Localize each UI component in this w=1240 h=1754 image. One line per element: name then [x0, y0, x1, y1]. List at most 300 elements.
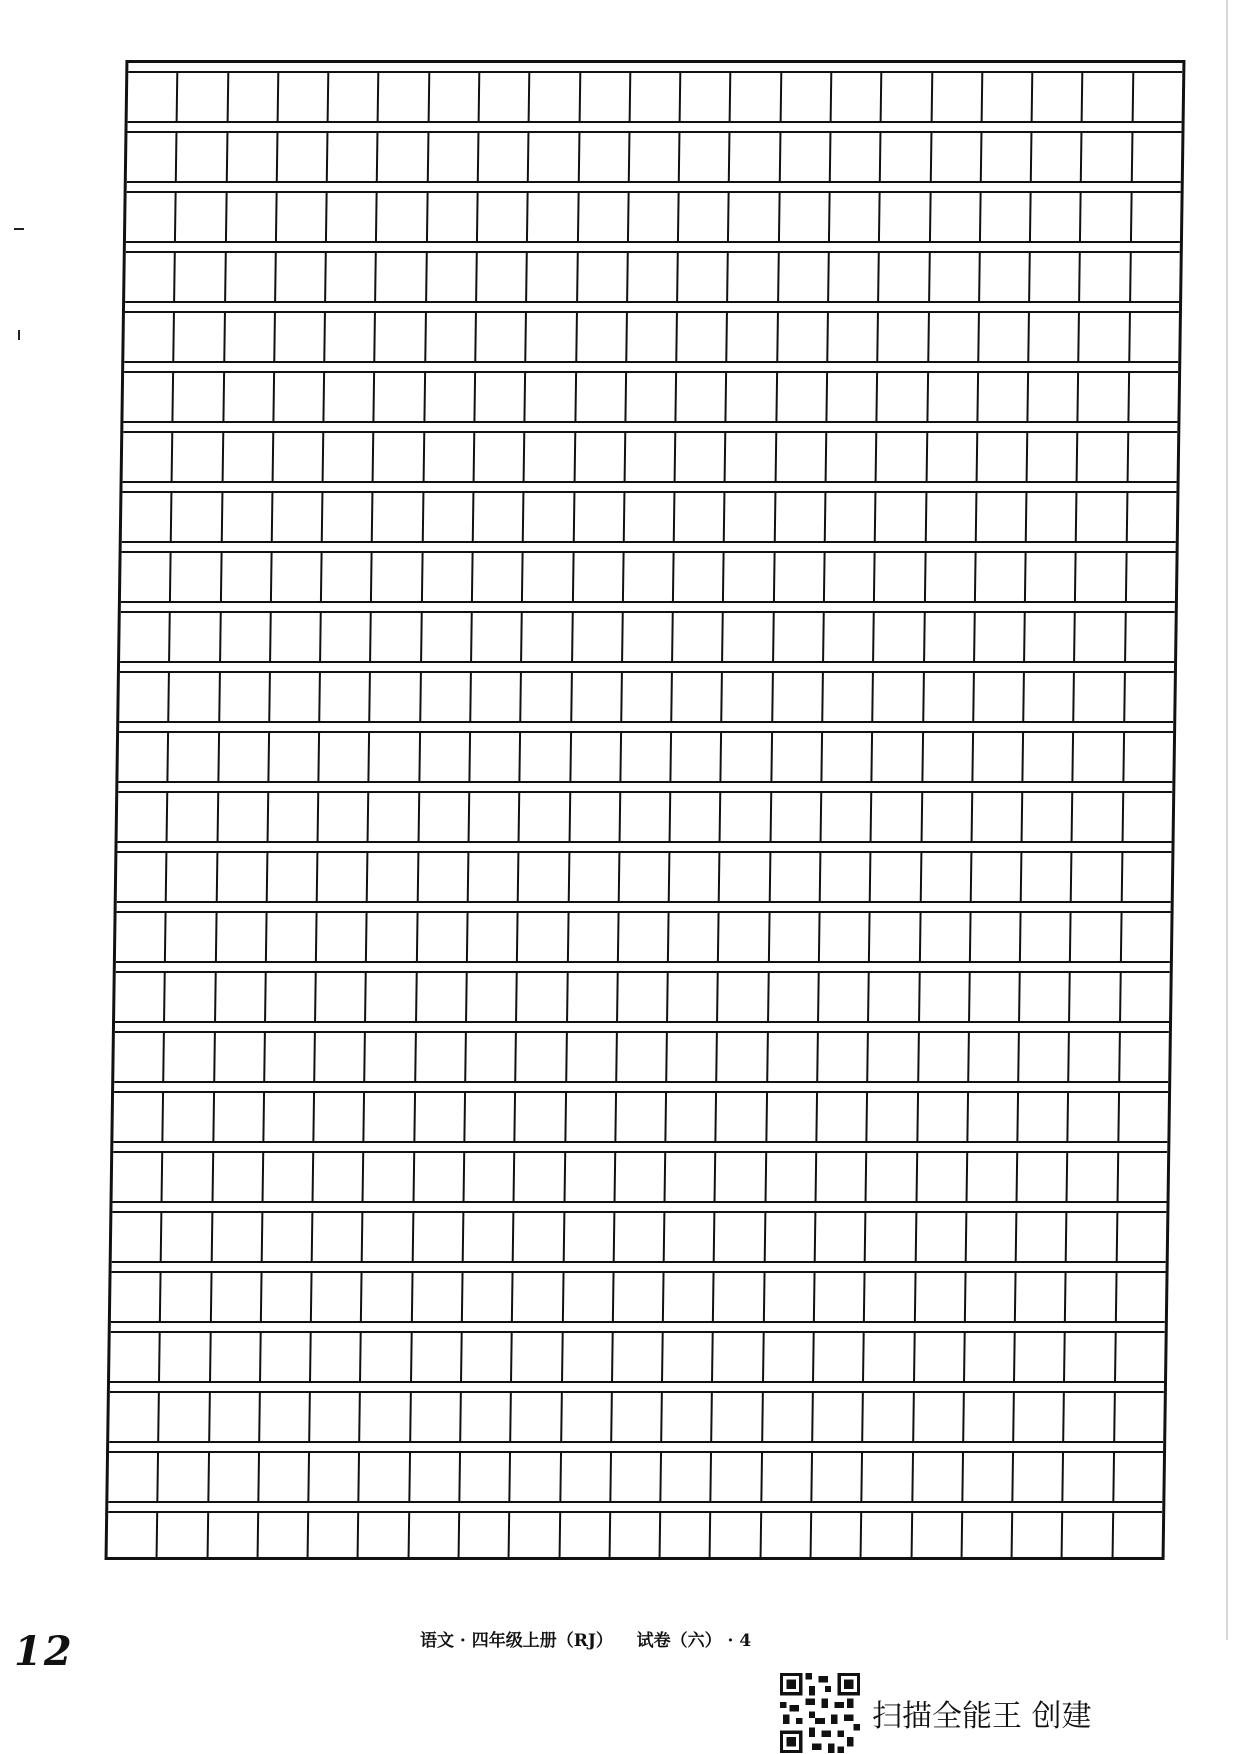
grid-cell [620, 793, 671, 841]
grid-cell [262, 1273, 313, 1321]
grid-cell [270, 673, 321, 721]
grid-cell [930, 193, 981, 241]
grid-cell [873, 733, 924, 781]
grid-row [118, 723, 1173, 783]
grid-cell [665, 1213, 716, 1261]
grid-cell [761, 1513, 812, 1560]
grid-cell [867, 1153, 918, 1201]
grid-cells [125, 253, 1180, 301]
grid-cell [323, 493, 374, 541]
grid-cell [970, 973, 1021, 1021]
grid-cell [731, 73, 782, 121]
grid-cell [1064, 1453, 1115, 1501]
grid-cell [929, 313, 980, 361]
grid-cell [470, 733, 521, 781]
grid-cell [328, 133, 379, 181]
grid-cell [1127, 553, 1176, 601]
grid-cell [219, 733, 270, 781]
grid-cell [1018, 1093, 1069, 1141]
grid-cell [1079, 373, 1130, 421]
grid-cell [510, 1513, 561, 1560]
grid-cell [525, 433, 576, 481]
grid-cells [118, 793, 1173, 841]
grid-cell [667, 1033, 718, 1081]
grid-cell [721, 793, 772, 841]
grid-cell [425, 373, 476, 421]
grid-cell [773, 673, 824, 721]
grid-cell [779, 253, 830, 301]
grid-cell [1025, 613, 1076, 661]
grid-cells [114, 1033, 1169, 1081]
grid-cell [880, 193, 931, 241]
grid-cell [1076, 553, 1127, 601]
grid-cell [564, 1213, 615, 1261]
grid-cell [1113, 1513, 1162, 1560]
grid-cell [320, 673, 371, 721]
qr-code-icon [780, 1673, 860, 1753]
grid-cell [725, 493, 776, 541]
grid-cell [417, 973, 468, 1021]
grid-cell [813, 1393, 864, 1441]
grid-cell [1032, 133, 1083, 181]
grid-cell [578, 193, 629, 241]
grid-cell [161, 1273, 212, 1321]
grid-cell [917, 1153, 968, 1201]
grid-cell [109, 1393, 160, 1441]
grid-cell [375, 373, 426, 421]
grid-cell [113, 1093, 164, 1141]
grid-cell [272, 553, 323, 601]
row-spacing-band [123, 423, 1177, 433]
grid-cell [107, 1513, 158, 1560]
grid-cell [1118, 1153, 1167, 1201]
grid-cell [168, 793, 219, 841]
grid-cell [713, 1393, 764, 1441]
grid-cell [1132, 133, 1181, 181]
grid-cell [366, 1033, 417, 1081]
grid-cell [615, 1213, 666, 1261]
grid-cell [465, 1153, 516, 1201]
grid-cell [823, 673, 874, 721]
grid-cells [116, 913, 1171, 961]
grid-cell [681, 73, 732, 121]
grid-cell [925, 553, 976, 601]
grid-cell [776, 433, 827, 481]
grid-cell [319, 793, 370, 841]
grid-cell [822, 793, 873, 841]
grid-cell [1023, 733, 1074, 781]
grid-cell [369, 793, 420, 841]
grid-cell [526, 373, 577, 421]
grid-cell [470, 793, 521, 841]
grid-cell [461, 1393, 512, 1441]
grid-cells [127, 133, 1182, 181]
grid-cell [778, 313, 829, 361]
grid-cell [175, 253, 226, 301]
grid-cell [1019, 1033, 1070, 1081]
grid-row [127, 123, 1182, 183]
grid-cell [816, 1153, 867, 1201]
grid-row [125, 243, 1180, 303]
grid-cell [562, 1393, 613, 1441]
grid-cell [527, 313, 578, 361]
grid-cell [765, 1213, 816, 1261]
grid-cell [774, 613, 825, 661]
grid-cell [918, 1093, 969, 1141]
grid-cell [210, 1393, 261, 1441]
row-spacing-band [125, 303, 1179, 313]
grid-row [113, 1143, 1168, 1203]
grid-cell [258, 1513, 309, 1560]
grid-cell [1018, 1153, 1069, 1201]
grid-cells [112, 1213, 1167, 1261]
grid-cell [625, 433, 676, 481]
grid-cell [277, 193, 328, 241]
grid-cell [964, 1393, 1015, 1441]
grid-row [109, 1383, 1164, 1443]
grid-cell [671, 793, 722, 841]
grid-cell [573, 553, 624, 601]
grid-cell [359, 1513, 410, 1560]
grid-cell [1070, 1033, 1121, 1081]
grid-cell [781, 73, 832, 121]
grid-cell [563, 1333, 614, 1381]
grid-cell [123, 373, 174, 421]
grid-cell [465, 1093, 516, 1141]
grid-cell [1124, 733, 1173, 781]
grid-cell [1123, 793, 1172, 841]
grid-cell [317, 913, 368, 961]
grid-cells [109, 1393, 1164, 1441]
grid-cell [677, 373, 728, 421]
grid-cell [560, 1513, 611, 1560]
grid-cell [278, 73, 329, 121]
grid-cell [913, 1453, 964, 1501]
grid-cell [1075, 673, 1126, 721]
grid-cell [821, 853, 872, 901]
grid-cell [172, 493, 223, 541]
grid-cell [1116, 1333, 1165, 1381]
grid-cell [269, 733, 320, 781]
grid-cell [613, 1333, 664, 1381]
grid-cell [832, 73, 883, 121]
grid-cell [474, 493, 525, 541]
grid-cell [611, 1453, 662, 1501]
grid-cell [610, 1513, 661, 1560]
grid-cell [472, 613, 523, 661]
grid-cell [274, 373, 325, 421]
grid-cell [814, 1333, 865, 1381]
grid-cell [167, 853, 218, 901]
grid-cell [128, 73, 179, 121]
grid-cell [176, 193, 227, 241]
grid-cell [730, 133, 781, 181]
grid-cell [312, 1273, 363, 1321]
grid-row [108, 1443, 1163, 1503]
footer-title: 语文 · 四年级上册（RJ） 试卷（六） · 4 [420, 1631, 752, 1651]
grid-cell [671, 733, 722, 781]
grid-cell [868, 1093, 919, 1141]
grid-cell [423, 553, 474, 601]
grid-cell [364, 1153, 415, 1201]
grid-cell [980, 253, 1031, 301]
grid-cell [259, 1453, 310, 1501]
grid-cell [1063, 1513, 1114, 1560]
grid-cell [409, 1513, 460, 1560]
grid-cell [223, 433, 274, 481]
grid-row [119, 663, 1174, 723]
grid-cell [411, 1393, 462, 1441]
grid-row [113, 1083, 1168, 1143]
grid-cell [1083, 73, 1134, 121]
grid-cell [428, 133, 479, 181]
grid-cell [1129, 373, 1178, 421]
grid-cell [711, 1513, 762, 1560]
grid-cell [723, 613, 774, 661]
grid-cells [126, 193, 1181, 241]
margin-mark [18, 330, 20, 340]
grid-cell [619, 913, 670, 961]
grid-cell [979, 313, 1030, 361]
grid-cell [971, 913, 1022, 961]
grid-cell [275, 313, 326, 361]
grid-cell [516, 1033, 567, 1081]
grid-cell [972, 793, 1023, 841]
grid-cell [214, 1093, 265, 1141]
grid-cell [1126, 613, 1175, 661]
grid-cell [863, 1393, 914, 1441]
grid-cell [208, 1513, 259, 1560]
grid-cell [965, 1333, 1016, 1381]
grid-cell [410, 1453, 461, 1501]
grid-cell [225, 313, 276, 361]
grid-cell [424, 433, 475, 481]
grid-cell [170, 613, 221, 661]
grid-cell [1020, 973, 1071, 1021]
grid-cell [720, 853, 771, 901]
grid-cell [268, 853, 319, 901]
grid-cell [224, 373, 275, 421]
grid-cell [1015, 1333, 1066, 1381]
grid-cell [561, 1453, 612, 1501]
grid-cell [767, 1093, 818, 1141]
row-spacing-band [122, 543, 1176, 553]
grid-row [111, 1263, 1166, 1323]
grid-cell [316, 973, 367, 1021]
grid-cell [462, 1333, 513, 1381]
grid-cells [122, 493, 1177, 541]
grid-cell [1128, 433, 1177, 481]
grid-cell [169, 733, 220, 781]
grid-cell [120, 613, 171, 661]
grid-cell [1067, 1213, 1118, 1261]
grid-cell [418, 853, 469, 901]
grid-cell [318, 853, 369, 901]
grid-cell [170, 673, 221, 721]
grid-cell [1066, 1273, 1117, 1321]
grid-cell [714, 1273, 765, 1321]
grid-cell [666, 1153, 717, 1201]
grid-cell [879, 253, 930, 301]
grid-cell [521, 733, 572, 781]
grid-cell [267, 913, 318, 961]
grid-cell [621, 733, 672, 781]
grid-cells [115, 973, 1170, 1021]
grid-cell [831, 133, 882, 181]
grid-cell [673, 613, 724, 661]
grid-cell [227, 133, 278, 181]
grid-row [128, 63, 1183, 123]
grid-cell [473, 553, 524, 601]
grid-cell [569, 853, 620, 901]
grid-cell [315, 1033, 366, 1081]
grid-cell [271, 613, 322, 661]
grid-cell [920, 973, 971, 1021]
grid-cell [221, 613, 272, 661]
grid-cell [276, 253, 327, 301]
grid-cell [676, 433, 727, 481]
grid-cells [120, 613, 1175, 661]
grid-cell [469, 853, 520, 901]
grid-cell [309, 1513, 360, 1560]
grid-cell [718, 1033, 769, 1081]
grid-cell [932, 73, 983, 121]
grid-cell [716, 1153, 767, 1201]
grid-cell [977, 493, 1028, 541]
grid-cell [674, 553, 725, 601]
grid-cell [529, 133, 580, 181]
grid-cell [113, 1153, 164, 1201]
grid-cell [728, 253, 779, 301]
grid-cell [315, 1093, 366, 1141]
grid-cell [1117, 1213, 1166, 1261]
grid-cell [1122, 913, 1171, 961]
row-spacing-band [127, 123, 1181, 133]
grid-cell [464, 1213, 515, 1261]
grid-cell [477, 253, 528, 301]
grid-cell [718, 973, 769, 1021]
grid-cell [865, 1273, 916, 1321]
grid-cell [517, 973, 568, 1021]
grid-cell [916, 1213, 967, 1261]
grid-cell [1127, 493, 1176, 541]
grid-cells [123, 433, 1178, 481]
grid-cell [108, 1453, 159, 1501]
scanner-watermark [780, 1672, 1240, 1754]
grid-cell [626, 373, 677, 421]
grid-cell [222, 493, 273, 541]
grid-cell [680, 133, 731, 181]
grid-cell [467, 973, 518, 1021]
grid-cell [468, 913, 519, 961]
grid-row [107, 1503, 1162, 1560]
grid-cell [873, 673, 924, 721]
grid-cells [123, 373, 1178, 421]
grid-cell [122, 493, 173, 541]
grid-cell [371, 613, 422, 661]
grid-cell [1122, 853, 1171, 901]
grid-cell [475, 433, 526, 481]
grid-cell [915, 1273, 966, 1321]
grid-cell [520, 793, 571, 841]
grid-row [115, 963, 1170, 1023]
grid-cell [874, 613, 925, 661]
grid-cell [573, 613, 624, 661]
grid-cell [114, 1033, 165, 1081]
grid-cell [572, 673, 623, 721]
grid-row [126, 183, 1181, 243]
grid-cell [914, 1393, 965, 1441]
grid-row [123, 423, 1178, 483]
grid-cell [769, 973, 820, 1021]
grid-cell [824, 613, 875, 661]
grid-cell [571, 733, 622, 781]
grid-cell [881, 133, 932, 181]
grid-cell [362, 1273, 413, 1321]
grid-cell [919, 1033, 970, 1081]
grid-cell [1072, 853, 1123, 901]
grid-cell [278, 133, 329, 181]
grid-cells [119, 673, 1174, 721]
grid-cell [372, 553, 423, 601]
row-spacing-band [126, 243, 1180, 253]
grid-cell [415, 1093, 466, 1141]
grid-cell [670, 853, 721, 901]
grid-cell [322, 553, 373, 601]
row-spacing-band [109, 1443, 1163, 1453]
grid-cell [309, 1453, 360, 1501]
grid-cell [1078, 433, 1129, 481]
grid-cell [928, 373, 979, 421]
grid-cell [519, 853, 570, 901]
grid-cell [418, 913, 469, 961]
grid-cell [1073, 793, 1124, 841]
grid-cell [320, 733, 371, 781]
grid-cell [820, 913, 871, 961]
grid-cell [117, 853, 168, 901]
grid-cell [775, 493, 826, 541]
grid-cell [263, 1153, 314, 1201]
grid-row [114, 1023, 1169, 1083]
grid-cell [211, 1333, 262, 1381]
grid-cell [428, 193, 479, 241]
grid-cell [630, 133, 681, 181]
grid-cell [215, 1033, 266, 1081]
grid-cells [118, 733, 1173, 781]
grid-cell [166, 913, 217, 961]
grid-cell [324, 433, 375, 481]
grid-cell [177, 133, 228, 181]
grid-cells [117, 853, 1172, 901]
grid-cell [1132, 193, 1181, 241]
grid-cell [967, 1153, 1018, 1201]
grid-cell [780, 133, 831, 181]
grid-cells [113, 1153, 1168, 1201]
grid-cell [1082, 133, 1133, 181]
grid-cell [523, 553, 574, 601]
grid-cell [920, 913, 971, 961]
grid-cell [1080, 313, 1131, 361]
grid-cell [265, 1033, 316, 1081]
row-spacing-band [124, 363, 1178, 373]
grid-cell [378, 133, 429, 181]
grid-cell [1026, 553, 1077, 601]
row-spacing-band [121, 603, 1175, 613]
grid-cell [213, 1153, 264, 1201]
grid-cell [376, 313, 427, 361]
grid-cell [576, 373, 627, 421]
grid-cell [463, 1273, 514, 1321]
